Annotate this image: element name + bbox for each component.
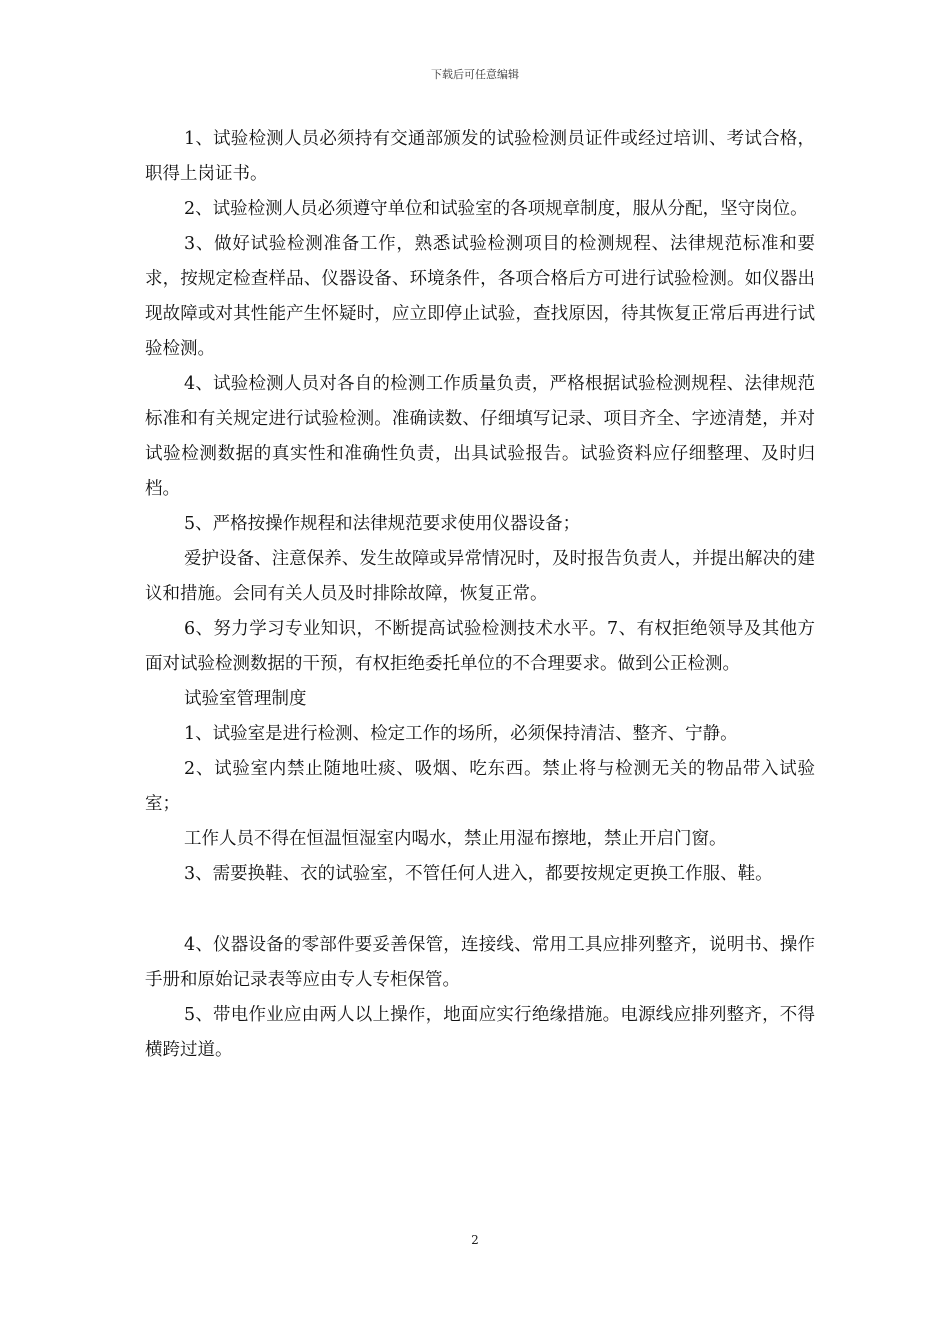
paragraph-3: 3、做好试验检测准备工作，熟悉试验检测项目的检测规程、法律规范标准和要求，按规定检查样品、仪器设备、环境条件，各项合格后方可进行试验检测。如仪器出现故障或对其性能产生怀疑时，应立即停止试验，查找原因，待其恢复正常后再进行试验检测。 (145, 234, 815, 359)
section-heading: 试验室管理制度 (184, 689, 307, 709)
paragraph-1: 1、试验检测人员必须持有交通部颁发的试验检测员证件或经过培训、考试合格，职得上岗证书。 (145, 129, 815, 184)
rule-3: 3、需要换鞋、衣的试验室，不管任何人进入，都要按规定更换工作服、鞋。 (184, 864, 773, 884)
rule-2: 2、试验室内禁止随地吐痰、吸烟、吃东西。禁止将与检测无关的物品带入试验室； (145, 759, 815, 814)
rule-1: 1、试验室是进行检测、检定工作的场所，必须保持清洁、整齐、宁静。 (184, 724, 738, 744)
page-header: 下载后可任意编辑 (431, 68, 519, 81)
document-body (145, 122, 815, 1068)
rule-4: 4、仪器设备的零部件要妥善保管，连接线、常用工具应排列整齐，说明书、操作手册和原始记录表等应由专人专柜保管。 (145, 935, 815, 990)
paragraph-6: 6、努力学习专业知识，不断提高试验检测技术水平。7、有权拒绝领导及其他方面对试验检测数据的干预，有权拒绝委托单位的不合理要求。做到公正检测。 (145, 619, 815, 674)
rule-5: 5、带电作业应由两人以上操作，地面应实行绝缘措施。电源线应排列整齐，不得横跨过道。 (145, 1005, 815, 1060)
rule-2-continued: 工作人员不得在恒温恒湿室内喝水，禁止用湿布擦地，禁止开启门窗。 (184, 829, 727, 849)
paragraph-5: 5、严格按操作规程和法律规范要求使用仪器设备； (184, 514, 581, 534)
paragraph-5-continued: 爱护设备、注意保养、发生故障或异常情况时，及时报告负责人，并提出解决的建议和措施。会同有关人员及时排除故障，恢复正常。 (145, 549, 815, 604)
page-number: 2 (471, 1233, 479, 1247)
paragraph-4: 4、试验检测人员对各自的检测工作质量负责，严格根据试验检测规程、法律规范标准和有关规定进行试验检测。准确读数、仔细填写记录、项目齐全、字迹清楚，并对试验检测数据的真实性和准确性负责，出具试验报告。试验资料应仔细整理、及时归档。 (145, 374, 815, 499)
paragraph-2: 2、试验检测人员必须遵守单位和试验室的各项规章制度，服从分配，坚守岗位。 (184, 199, 808, 219)
